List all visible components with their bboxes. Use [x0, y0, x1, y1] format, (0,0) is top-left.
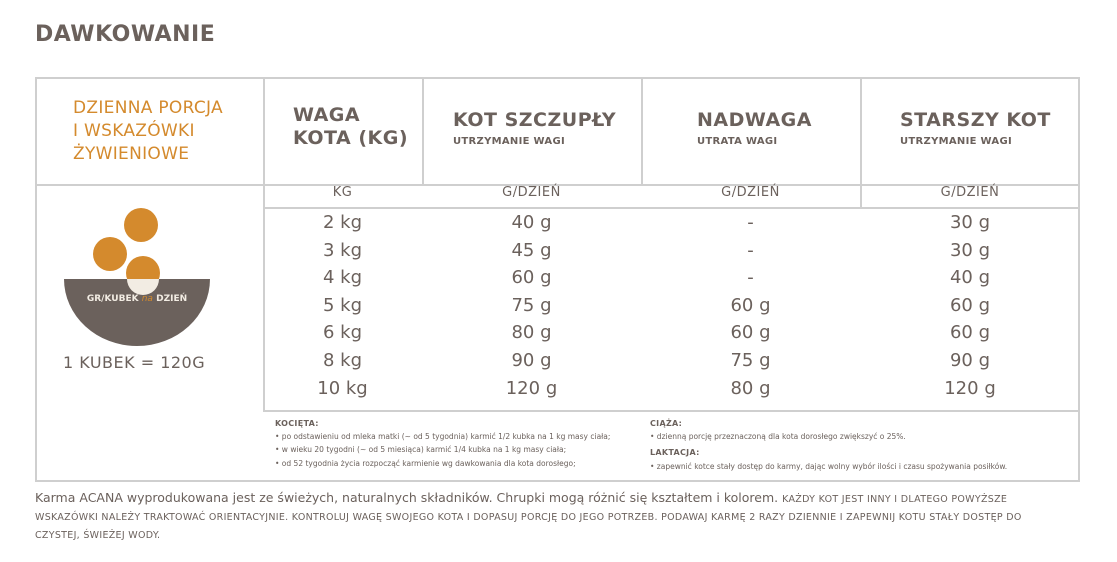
- table-cell: 60 g: [511, 267, 552, 289]
- table-cell: 75 g: [730, 349, 771, 371]
- over-column: [641, 209, 860, 402]
- table-cell: 4 kg: [322, 267, 363, 289]
- note-line: • zapewnić kotce stały dostęp do karmy, dając wolny wybór ilości i czasu spożywania posiłków.: [650, 462, 1008, 471]
- table-cell: 5 kg: [322, 294, 363, 316]
- senior-column: [860, 209, 1080, 402]
- table-cell: 80 g: [511, 322, 552, 344]
- over-column-header: NADWAGA: [697, 109, 812, 131]
- table-cell: 120 g: [944, 377, 996, 399]
- slim-column-subheader: UTRZYMANIE WAGI: [453, 136, 565, 147]
- table-cell: 75 g: [511, 294, 552, 316]
- note-line: • od 52 tygodnia życia rozpocząć karmienie wg dawkowania dla kota dorosłego;: [275, 459, 576, 468]
- table-cell: 60 g: [730, 294, 771, 316]
- footer-main: Karma ACANA wyprodukowana jest ze świeżych, naturalnych składników. Chrupki mogą różnić się kształtem i kolorem.: [35, 490, 779, 505]
- pregnancy-label: CIĄŻA:: [650, 419, 683, 428]
- weight-column: [263, 209, 422, 402]
- slim-unit: G/DZIEŃ: [502, 185, 561, 200]
- slim-column: [422, 209, 641, 402]
- table-cell: 30 g: [949, 239, 991, 261]
- table-cell: 40 g: [511, 212, 552, 233]
- note-line: • po odstawieniu od mleka matki (~ od 5 tygodnia) karmić 1/2 kubka na 1 kg masy ciała;: [275, 432, 611, 441]
- guide-title: DZIENNA PORCJA I WSKAZÓWKI ŻYWIENIOWE: [73, 98, 223, 164]
- table-cell: 80 g: [730, 377, 771, 399]
- divider: [641, 79, 643, 185]
- table-cell: 6 kg: [322, 322, 363, 344]
- weight-unit: KG: [332, 185, 353, 200]
- table-cell: 90 g: [949, 349, 991, 371]
- table-cell: 60 g: [949, 294, 991, 316]
- slim-column-header: KOT SZCZUPŁY: [453, 109, 617, 131]
- footer-small: KAŻDY KOT JEST INNY I DLATEGO POWYŻSZE WSKAZÓWKI NALEŻY TRAKTOWAĆ ORIENTACYJNIE. KONTROLUJ WAGĘ SWOJEGO KOTA I DOPASUJ PORCJĘ DO JEGO POTRZEB. PODAWAJ KARMĘ 2 RAZY DZIENNIE I ZAPEWNIJ KOTU STAŁY DOSTĘP DO CZYSTEJ, ŚWIEŻEJ WODY.: [35, 494, 1022, 541]
- divider: [263, 410, 1080, 412]
- table-cell: -: [747, 212, 754, 233]
- table-cell: 60 g: [949, 322, 991, 344]
- table-cell: 45 g: [511, 239, 552, 261]
- kibble-icon: [124, 208, 158, 242]
- kittens-label: KOCIĘTA:: [275, 419, 319, 428]
- table-cell: 120 g: [505, 377, 558, 399]
- table-cell: 10 kg: [317, 377, 368, 399]
- table-cell: 8 kg: [322, 349, 363, 371]
- weight-column-header: WAGA KOTA (KG): [293, 104, 409, 149]
- lactation-label: LAKTACJA:: [650, 448, 700, 457]
- footer-note: [35, 490, 1035, 544]
- cup-info: 1 KUBEK = 120G: [63, 353, 206, 372]
- page-title: DAWKOWANIE: [35, 22, 216, 47]
- table-cell: -: [747, 239, 754, 261]
- kibble-icon: [93, 237, 127, 271]
- table-cell: 40 g: [949, 267, 991, 289]
- table-cell: 2 kg: [322, 212, 363, 233]
- senior-column-header: STARSZY KOT: [900, 109, 1051, 131]
- table-cell: 3 kg: [322, 239, 363, 261]
- table-cell: -: [747, 267, 754, 289]
- table-cell: 90 g: [511, 349, 552, 371]
- divider: [860, 79, 862, 185]
- table-cell: 60 g: [730, 322, 771, 344]
- dosage-table: [35, 77, 1080, 482]
- note-line: • w wieku 20 tygodni (~ od 5 miesiąca) karmić 1/4 kubka na 1 kg masy ciała;: [275, 445, 567, 454]
- food-bowl-icon: [57, 201, 217, 351]
- svg-text:GR/KUBEK na DZIEŃ: GR/KUBEK na DZIEŃ: [86, 294, 188, 304]
- over-unit: G/DZIEŃ: [721, 185, 780, 200]
- senior-column-subheader: UTRZYMANIE WAGI: [900, 136, 1012, 147]
- over-column-subheader: UTRATA WAGI: [697, 136, 778, 147]
- table-cell: 30 g: [949, 212, 991, 233]
- note-line: • dzienną porcję przeznaczoną dla kota dorosłego zwiększyć o 25%.: [650, 432, 906, 441]
- senior-unit: G/DZIEŃ: [940, 185, 1000, 200]
